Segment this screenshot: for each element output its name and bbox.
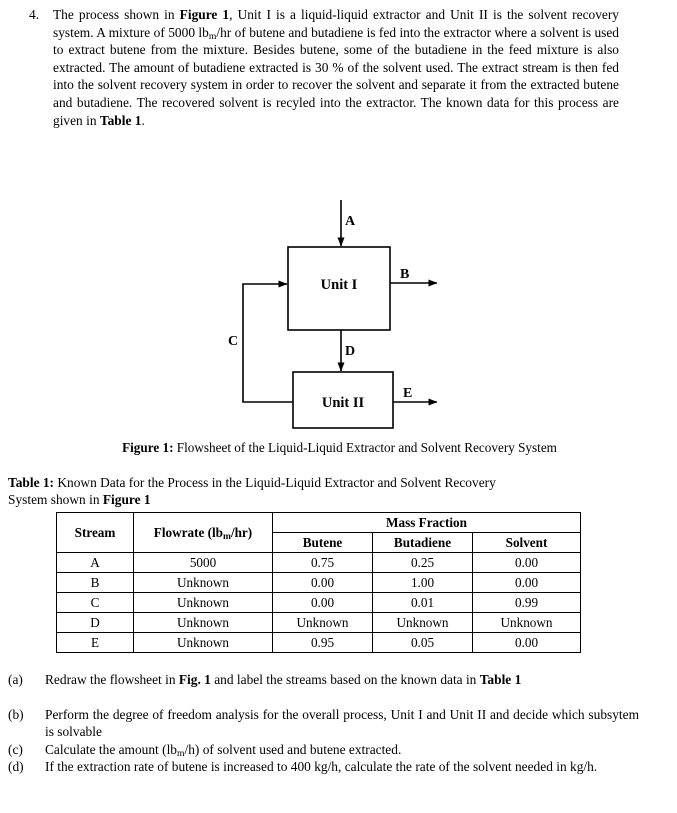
- subquestion-c: [0, 741, 677, 759]
- subquestion-a: [0, 671, 677, 689]
- subquestion-text: If the extraction rate of butene is increased to 400 kg/h, calculate the rate of the solvent needed in kg/h.: [45, 759, 598, 775]
- table-caption-prefix: Table 1:: [8, 475, 55, 490]
- figure-caption-prefix: Figure 1:: [122, 440, 174, 455]
- butadiene-cell: 0.01: [373, 593, 473, 613]
- subquestion-marker: (d): [8, 759, 24, 775]
- header-solvent: Solvent: [473, 533, 581, 553]
- known-data-table-wrapper: [56, 512, 581, 653]
- stream-cell: B: [57, 573, 134, 593]
- subquestion-text: Calculate the amount $(lb_m/h)$ of solvent used and butene extracted.: [45, 741, 402, 759]
- table-head: [57, 513, 581, 553]
- butene-cell: 0.95: [273, 633, 373, 653]
- stream-b-label: B: [400, 267, 410, 282]
- known-data-table: [56, 512, 581, 653]
- header-flowrate-sub: m: [223, 531, 231, 542]
- subquestion-spacer: [0, 689, 677, 706]
- table-row: [57, 633, 581, 653]
- subquestion-marker: (b): [8, 706, 24, 722]
- table-caption: [8, 474, 630, 509]
- table-caption-line2-pre: System shown in: [8, 492, 103, 508]
- subquestion-marker: (a): [8, 672, 23, 687]
- subquestion-text: Perform the degree of freedom analysis for the overall process, Unit I and Unit II and decide which subsytem is solvable: [45, 706, 639, 740]
- table-row: [57, 613, 581, 633]
- header-flowrate-pre: Flowrate (lb: [153, 524, 224, 540]
- table-row: [57, 573, 581, 593]
- flowrate-cell: Unknown: [134, 593, 273, 613]
- stream-a-label: A: [345, 214, 356, 229]
- subquestion-d: [0, 758, 677, 776]
- butene-cell: 0.00: [273, 593, 373, 613]
- question-row: [0, 6, 677, 129]
- subquestion-text: Redraw the flowsheet in Fig. 1 and label the streams based on the known data in Table 1: [45, 672, 522, 687]
- stream-d-label: D: [345, 344, 356, 359]
- butadiene-cell: 1.00: [373, 573, 473, 593]
- butadiene-cell: 0.05: [373, 633, 473, 653]
- solvent-cell: 0.00: [473, 553, 581, 573]
- table-row: [57, 593, 581, 613]
- table-caption-line-1: [8, 474, 630, 491]
- flowrate-cell: 5000: [134, 553, 273, 573]
- flowrate-cell: Unknown: [134, 573, 273, 593]
- question-number: 4.: [29, 7, 40, 22]
- header-flowrate-post: /hr): [230, 524, 253, 540]
- table-header-row-1: [57, 513, 581, 533]
- stream-c-recycle-path: [243, 284, 293, 402]
- flowrate-cell: Unknown: [134, 633, 273, 653]
- solvent-cell: 0.00: [473, 633, 581, 653]
- butene-cell: 0.75: [273, 553, 373, 573]
- solvent-cell: 0.00: [473, 573, 581, 593]
- butene-cell: Unknown: [273, 613, 373, 633]
- butadiene-cell: 0.25: [373, 553, 473, 573]
- stream-cell: E: [57, 633, 134, 653]
- subquestion-b: [0, 706, 677, 741]
- subquestion-marker: (c): [8, 741, 23, 757]
- header-butene: Butene: [273, 533, 373, 553]
- unit-1-label: Unit I: [320, 277, 358, 293]
- stream-c-label: C: [228, 334, 239, 349]
- flowsheet-svg: [0, 185, 677, 440]
- header-butadiene: Butadiene: [373, 533, 473, 553]
- question-block: [0, 6, 677, 129]
- question-text: The process shown in Figure 1, Unit I is a liquid-liquid extractor and Unit II is the solvent recovery system. A mixture of 5000 $lb_m/hr$ of butene and butadiene is fed into the extractor where a solvent is used to extract butene from the mixture. Besides butene, some of the butadiene in the feed mixture is also extracted. The amount of butadiene extracted is 30 % of the solvent used. The extract stream is then fed into the solvent recovery system in order to recover the solvent and separate it from the extracted butene and butadiene. The recovered solvent is recyled into the extractor. The known data for this process are given in Table 1.: [53, 7, 620, 128]
- figure-caption-text: Flowsheet of the Liquid-Liquid Extractor and Solvent Recovery System: [173, 440, 557, 455]
- header-stream: Stream: [57, 513, 134, 553]
- table-caption-line2-bold: Figure 1: [102, 492, 151, 508]
- subquestions-list: [0, 671, 677, 776]
- table-row: [57, 553, 581, 573]
- unit-2-label: Unit II: [321, 395, 365, 411]
- flowsheet-diagram: [0, 185, 677, 440]
- solvent-cell: Unknown: [473, 613, 581, 633]
- figure-caption: [52, 440, 627, 456]
- stream-cell: D: [57, 613, 134, 633]
- stream-cell: A: [57, 553, 134, 573]
- table-caption-line1-text: Known Data for the Process in the Liquid-Liquid Extractor and Solvent Recovery: [54, 475, 496, 490]
- flowrate-cell: Unknown: [134, 613, 273, 633]
- table-caption-line-2: [8, 491, 630, 508]
- header-mass-fraction: Mass Fraction: [273, 513, 581, 533]
- solvent-cell: 0.99: [473, 593, 581, 613]
- header-flowrate: [134, 513, 273, 553]
- butene-cell: 0.00: [273, 573, 373, 593]
- butadiene-cell: Unknown: [373, 613, 473, 633]
- stream-cell: C: [57, 593, 134, 613]
- stream-e-label: E: [403, 386, 413, 401]
- table-body: [57, 553, 581, 653]
